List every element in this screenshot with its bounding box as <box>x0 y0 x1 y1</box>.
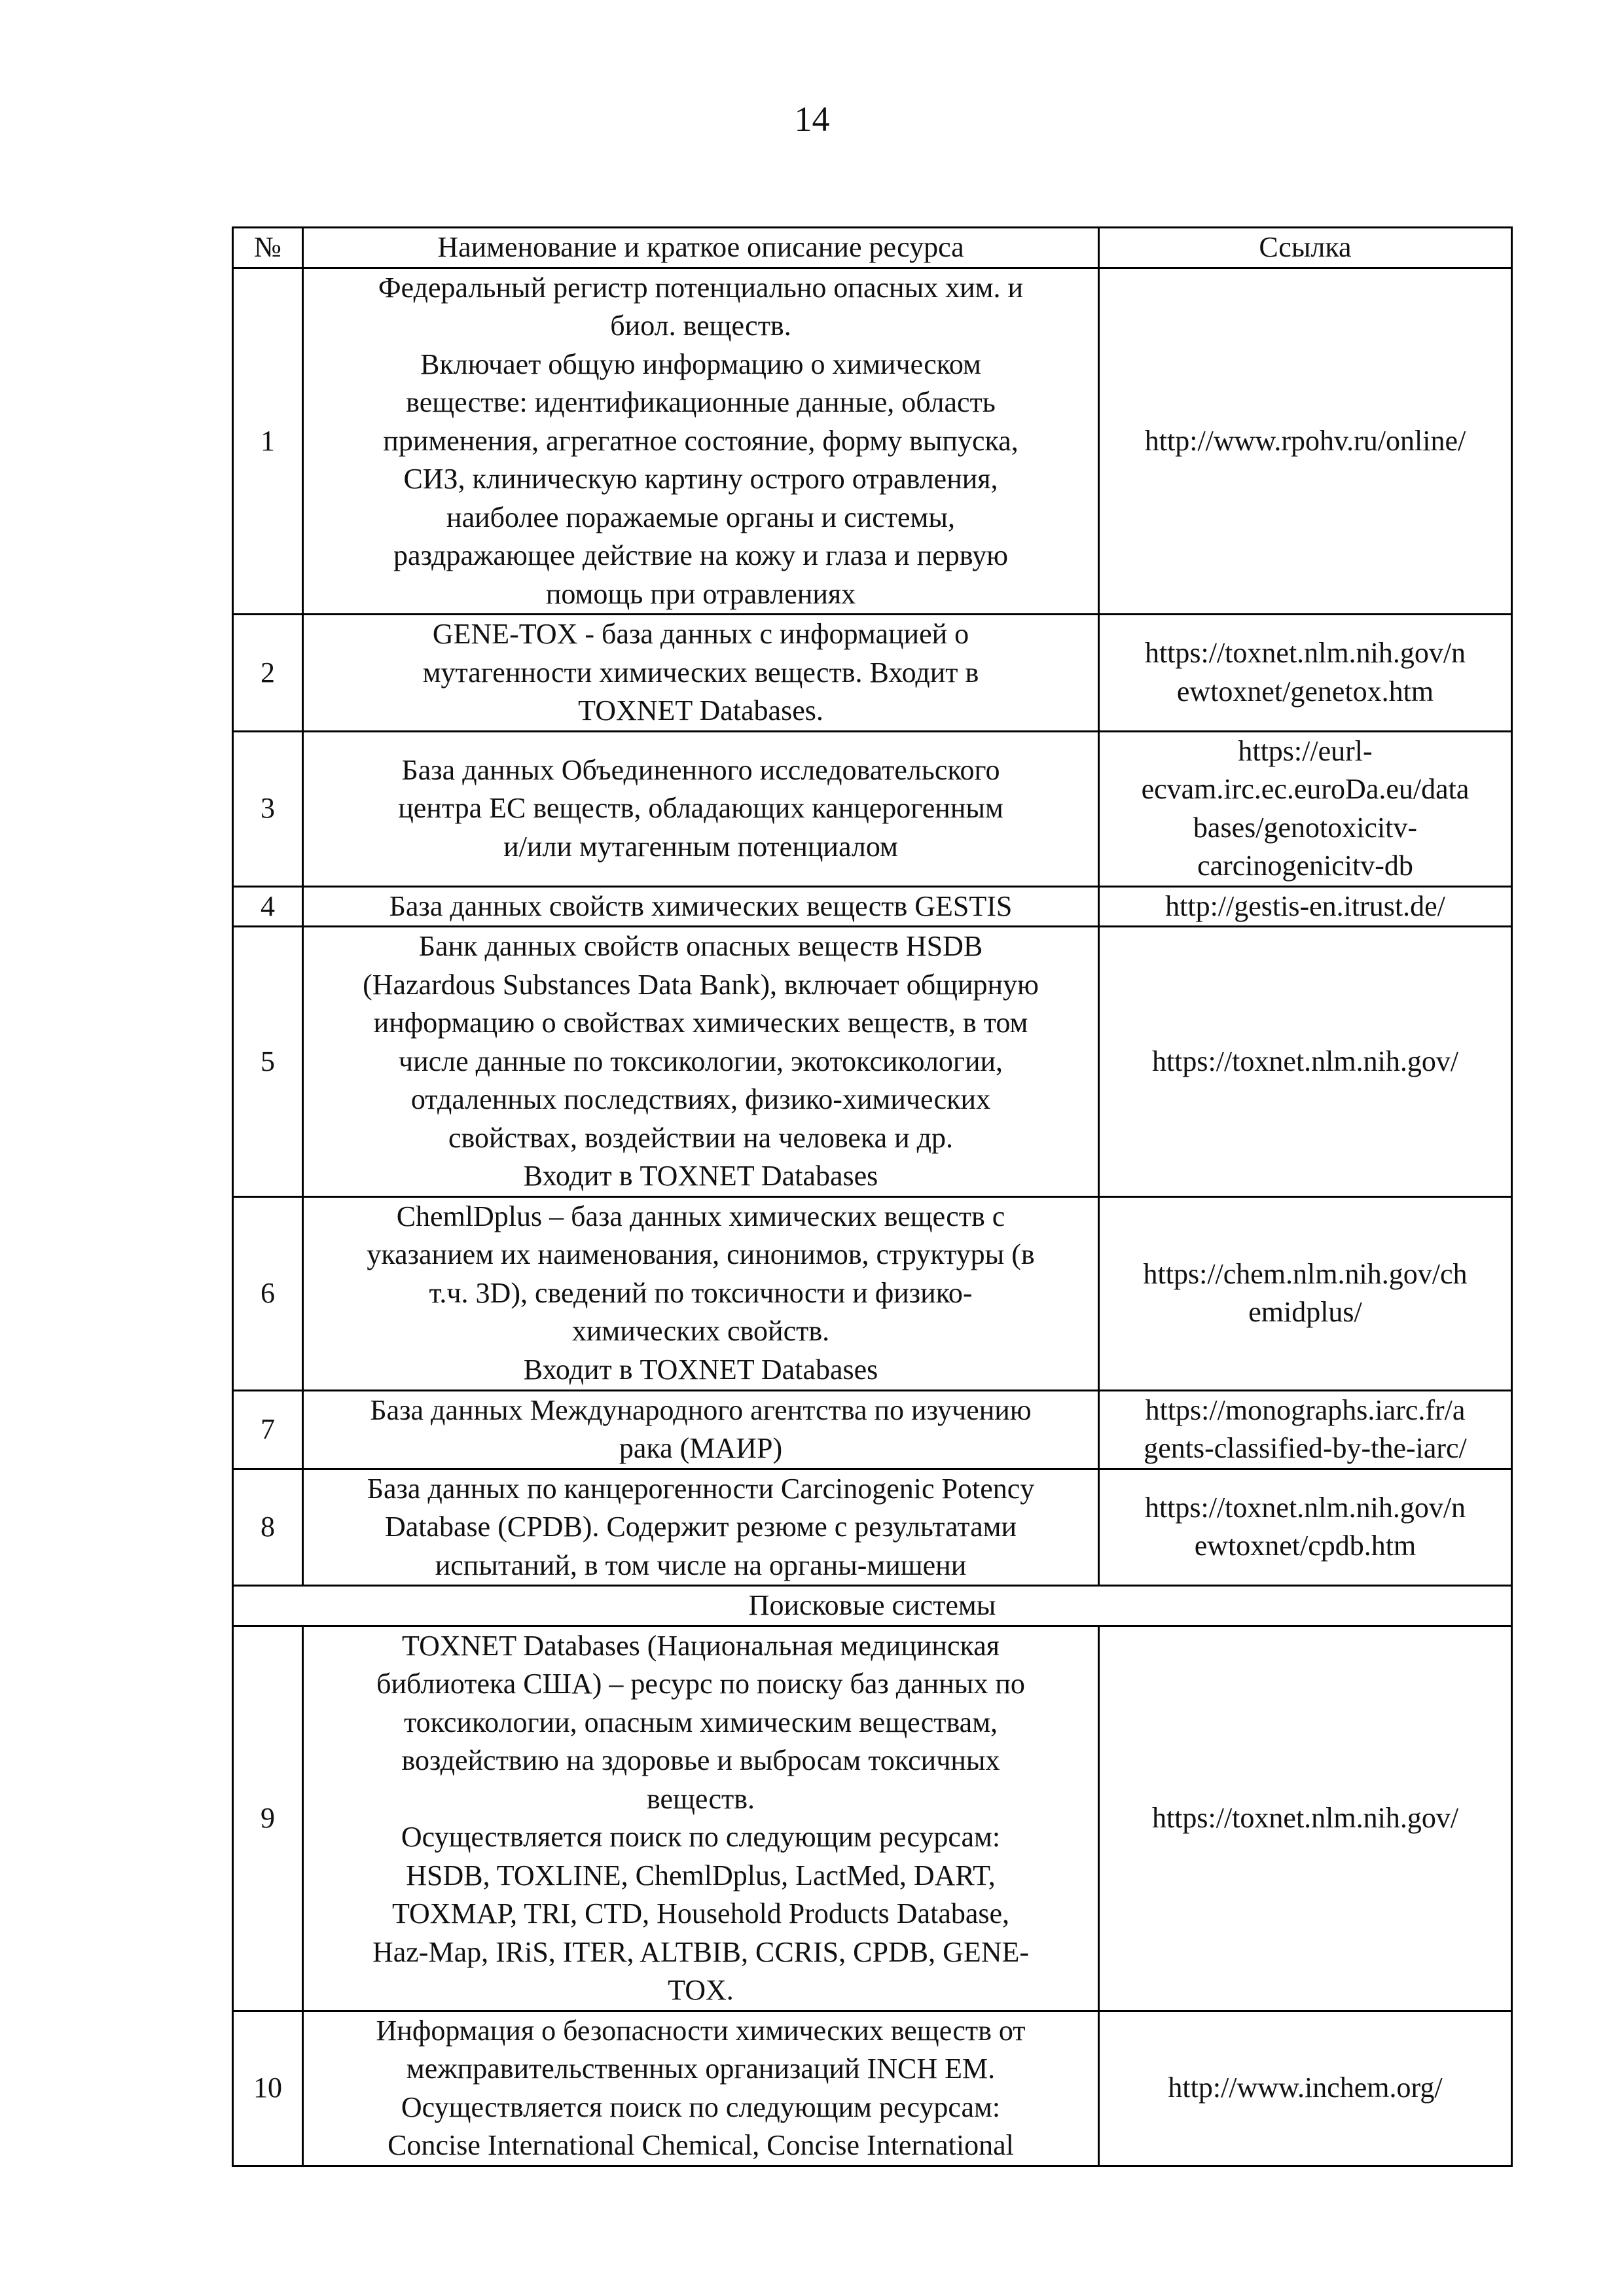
row-link[interactable]: https://toxnet.nlm.nih.gov/n ewtoxnet/cpdb.htm <box>1099 1469 1512 1586</box>
row-link[interactable]: https://eurl- ecvam.irc.ec.euroDa.eu/data bases/genotoxicitv- carcinogenicitv-db <box>1099 731 1512 886</box>
table-row <box>233 615 1512 732</box>
section-row <box>233 1586 1512 1626</box>
row-num: 4 <box>233 886 303 927</box>
row-num: 3 <box>233 731 303 886</box>
row-link[interactable]: http://gestis-en.itrust.de/ <box>1099 886 1512 927</box>
table-row <box>233 927 1512 1197</box>
row-link[interactable]: https://chem.nlm.nih.gov/ch emidplus/ <box>1099 1196 1512 1390</box>
page-number: 14 <box>794 99 830 139</box>
row-num: 7 <box>233 1390 303 1469</box>
row-description: Федеральный регистр потенциально опасных хим. и биол. веществ. Включает общую информацию о химическом веществе: идентификационные данные, область применения, агрегатное состояние, форму выпуска, СИЗ, клиническую картину острого отравления, наиболее поражаемые органы и системы, раздражающее действие на кожу и глаза и первую помощь при отравлениях <box>303 268 1099 615</box>
row-description: ChemlDplus – база данных химических веществ с указанием их наименования, синонимов, структуры (в т.ч. 3D), сведений по токсичности и физико- химических свойств. Входит в TOXNET Databases <box>303 1196 1099 1390</box>
table-row <box>233 886 1512 927</box>
table-row <box>233 2011 1512 2166</box>
row-description: База данных по канцерогенности Carcinogenic Potency Database (CPDB). Содержит резюме с результатами испытаний, в том числе на органы-мишени <box>303 1469 1099 1586</box>
resource-table <box>232 226 1513 2167</box>
row-num: 5 <box>233 927 303 1197</box>
table-row <box>233 268 1512 615</box>
row-link[interactable]: http://www.inchem.org/ <box>1099 2011 1512 2166</box>
row-description: База данных Международного агентства по изучению рака (МАИР) <box>303 1390 1099 1469</box>
row-num: 1 <box>233 268 303 615</box>
header-link: Ссылка <box>1099 228 1512 268</box>
row-num: 10 <box>233 2011 303 2166</box>
row-link[interactable]: https://monographs.iarc.fr/a gents-classified-by-the-iarc/ <box>1099 1390 1512 1469</box>
header-num: № <box>233 228 303 268</box>
header-description: Наименование и краткое описание ресурса <box>303 228 1099 268</box>
row-num: 6 <box>233 1196 303 1390</box>
table-row <box>233 1390 1512 1469</box>
row-link[interactable]: http://www.rpohv.ru/online/ <box>1099 268 1512 615</box>
row-description: TOXNET Databases (Национальная медицинская библиотека США) – ресурс по поиску баз данных по токсикологии, опасным химическим веществам, воздействию на здоровье и выбросам токсичных веществ. Осуществляется поиск по следующим ресурсам: HSDB, TOXLINE, ChemlDplus, LactMed, DART, TOXMAP, TRI, CTD, Household Products Database, Haz-Map, IRiS, ITER, ALTBIB, CCRIS, CPDB, GENE- TOX. <box>303 1626 1099 2011</box>
table-row <box>233 1626 1512 2011</box>
row-link[interactable]: https://toxnet.nlm.nih.gov/ <box>1099 1626 1512 2011</box>
row-description: GENE-TOX - база данных с информацией о мутагенности химических веществ. Входит в TOXNET Databases. <box>303 615 1099 732</box>
row-description: База данных Объединенного исследовательского центра ЕС веществ, обладающих канцерогенным и/или мутагенным потенциалом <box>303 731 1099 886</box>
row-description: База данных свойств химических веществ GESTIS <box>303 886 1099 927</box>
table-row <box>233 731 1512 886</box>
row-description: Банк данных свойств опасных веществ HSDB (Hazardous Substances Data Bank), включает общирную информацию о свойствах химических веществ, в том числе данные по токсикологии, экотоксикологии, отдаленных последствиях, физико-химических свойствах, воздействии на человека и др. Входит в TOXNET Databases <box>303 927 1099 1197</box>
section-title: Поисковые системы <box>233 1586 1512 1626</box>
table-header-row <box>233 228 1512 268</box>
row-link[interactable]: https://toxnet.nlm.nih.gov/n ewtoxnet/genetox.htm <box>1099 615 1512 732</box>
row-num: 9 <box>233 1626 303 2011</box>
row-description: Информация о безопасности химических веществ от межправительственных организаций INCH EM. Осуществляется поиск по следующим ресурсам: Concise International Chemical, Concise International <box>303 2011 1099 2166</box>
table-row <box>233 1469 1512 1586</box>
row-num: 2 <box>233 615 303 732</box>
table-row <box>233 1196 1512 1390</box>
row-link[interactable]: https://toxnet.nlm.nih.gov/ <box>1099 927 1512 1197</box>
row-num: 8 <box>233 1469 303 1586</box>
